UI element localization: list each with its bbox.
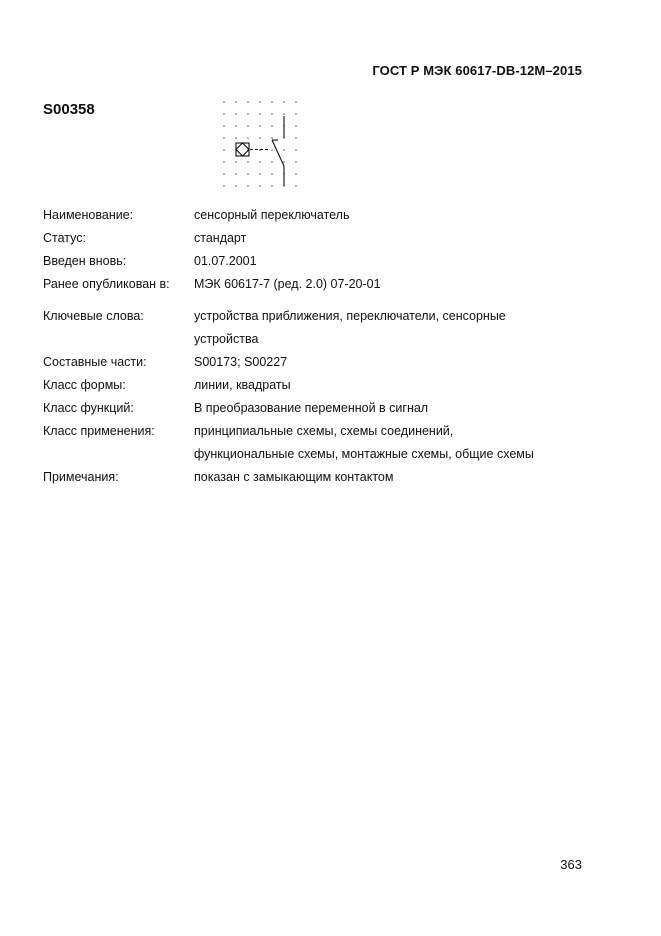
property-value: МЭК 60617-7 (ред. 2.0) 07-20-01 [194, 277, 381, 291]
grid-dot [235, 137, 237, 139]
property-row-published [43, 273, 563, 296]
property-label: Введен вновь: [43, 254, 127, 268]
grid-dot [295, 185, 297, 187]
grid-dot [235, 125, 237, 127]
grid-dot [235, 161, 237, 163]
grid-dot [223, 113, 225, 115]
property-row-function-class [43, 397, 563, 420]
property-value: показан с замыкающим контактом [194, 470, 394, 484]
grid-dot [223, 185, 225, 187]
grid-dot [283, 149, 285, 151]
grid-dot [235, 185, 237, 187]
page-number: 363 [560, 857, 582, 872]
grid-dot [247, 113, 249, 115]
grid-dot [271, 185, 273, 187]
grid-dot [271, 173, 273, 175]
grid-dot [283, 101, 285, 103]
grid-dot [235, 173, 237, 175]
property-value: стандарт [194, 231, 247, 245]
grid-dot [247, 173, 249, 175]
grid-dot [223, 161, 225, 163]
grid-dot [247, 125, 249, 127]
property-label: Наименование: [43, 208, 134, 222]
property-label: Класс функций: [43, 401, 134, 415]
grid-dot [295, 173, 297, 175]
section-gap [43, 296, 563, 305]
property-label: Ключевые слова: [43, 309, 144, 323]
grid-dot [271, 137, 273, 139]
grid-dot [223, 149, 225, 151]
property-row-keywords [43, 305, 563, 351]
property-row-application-class [43, 420, 563, 466]
properties-table [43, 204, 563, 489]
property-label: Примечания: [43, 470, 119, 484]
property-label: Класс применения: [43, 424, 155, 438]
grid-dot [295, 113, 297, 115]
grid-dot [235, 113, 237, 115]
document-header: ГОСТ Р МЭК 60617-DB-12M–2015 [372, 63, 582, 78]
proximity-switch-symbol-icon [220, 98, 304, 190]
grid-dot [259, 125, 261, 127]
property-row-status [43, 227, 563, 250]
grid-dot [259, 101, 261, 103]
grid-dot [247, 101, 249, 103]
property-value: В преобразование переменной в сигнал [194, 401, 429, 415]
grid-dot [223, 125, 225, 127]
grid-dot [259, 173, 261, 175]
property-value: 01.07.2001 [194, 254, 257, 268]
grid-dot [247, 137, 249, 139]
grid-dot [271, 161, 273, 163]
grid-dot [259, 137, 261, 139]
grid-dot [283, 113, 285, 115]
grid-dot [271, 101, 273, 103]
property-label: Класс формы: [43, 378, 126, 392]
grid-dot [271, 149, 273, 151]
grid-dot [271, 113, 273, 115]
property-row-notes [43, 466, 563, 489]
grid-dot [247, 161, 249, 163]
grid-dot [271, 125, 273, 127]
property-row-name [43, 204, 563, 227]
grid-dot [223, 137, 225, 139]
grid-dot [295, 137, 297, 139]
property-row-introduced [43, 250, 563, 273]
grid-dot [295, 125, 297, 127]
symbol-code: S00358 [43, 101, 95, 118]
grid-dot [223, 173, 225, 175]
property-value: устройства приближения, переключатели, сенсорные устройства [194, 309, 506, 346]
grid-dot [295, 149, 297, 151]
property-value: S00173; S00227 [194, 355, 288, 369]
grid-dot [295, 101, 297, 103]
property-label: Составные части: [43, 355, 147, 369]
property-label: Статус: [43, 231, 86, 245]
grid-dot [235, 101, 237, 103]
grid-dot [259, 113, 261, 115]
grid-dot [223, 101, 225, 103]
property-value: принципиальные схемы, схемы соединений, функциональные схемы, монтажные схемы, общие схемы [194, 424, 534, 461]
grid-dot [247, 185, 249, 187]
grid-dot [295, 161, 297, 163]
property-value: линии, квадраты [194, 378, 291, 392]
property-value: сенсорный переключатель [194, 208, 350, 222]
property-row-components [43, 351, 563, 374]
property-row-shape-class [43, 374, 563, 397]
grid-dot [259, 185, 261, 187]
grid-dot [283, 161, 285, 163]
property-label: Ранее опубликован в: [43, 277, 170, 291]
grid-dot [259, 161, 261, 163]
